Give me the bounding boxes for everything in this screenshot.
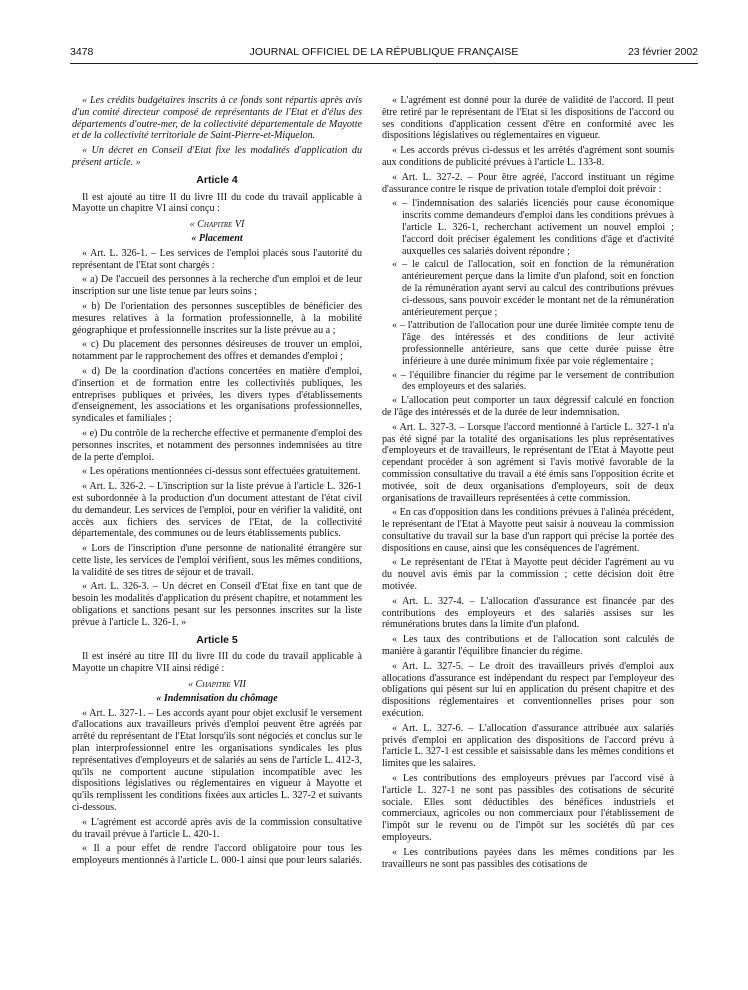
- list-item: « – l'attribution de l'allocation pour une durée limitée compte tenu de l'âge des intéressés et des conditions de leur activité professionnelle antérieure, sans que cette durée puisse être inférieure à une durée minimum fixée par voie réglementaire ;: [392, 320, 674, 367]
- paragraph: « L'agrément est accordé après avis de la commission consultative du travail prévue à l'article L. 420-1.: [72, 816, 362, 840]
- paragraph: « Les contributions des employeurs prévues par l'accord visé à l'article L. 327-1 ne sont pas passibles des cotisations de sécurité sociale. Elles sont déductibles des bénéfices industriels et commerciaux, agricoles ou non commerciaux pour l'établissement de l'impôt sur le revenu ou de l'impôt sur les sociétés dû par ces employeurs.: [382, 773, 674, 844]
- article-heading: Article 5: [196, 633, 238, 646]
- paragraph: « e) Du contrôle de la recherche effective et permanente d'emploi des personnes inscrites, et notamment des personnes indemnisées au titre de la perte d'emploi.: [72, 427, 362, 463]
- chapter-heading: « Chapitre VI: [189, 219, 245, 231]
- paragraph: « Art. L. 327-2. – Pour être agréé, l'accord instituant un régime d'assurance contre le risque de privation totale d'emploi doit prévoir :: [382, 171, 674, 195]
- paragraph: « d) De la coordination d'actions concertées en matière d'emploi, d'insertion et de formation entre les collectivités publiques, les entreprises publiques et privées, les divers types d'établissements d'enseignement, les associations et les organisations professionnelles, syndicales et familiales ;: [72, 365, 362, 425]
- publication-date: 23 février 2002: [627, 46, 698, 58]
- journal-title: JOURNAL OFFICIEL DE LA RÉPUBLIQUE FRANÇAISE: [249, 46, 519, 58]
- paragraph: « Art. L. 327-3. – Lorsque l'accord mentionné à l'article L. 327-1 n'a pas été signé par la totalité des organisations les plus représentatives d'employeurs et de travailleurs, le représentant de l'Etat à Mayotte peut cependant procéder à son agrément si l'avis motivé favorable de la commission consultative du travail a été émis sans l'opposition écrite et motivée, soit de deux organisations d'employeurs, soit de deux organisations de travailleurs représentées à cette commission.: [382, 421, 674, 504]
- paragraph: « Les contributions payées dans les mêmes conditions par les travailleurs ne sont pas passibles des cotisations de: [382, 846, 674, 870]
- paragraph: « Les taux des contributions et de l'allocation sont calculés de manière à garantir l'équilibre financier du régime.: [382, 634, 674, 658]
- list-item: « – l'indemnisation des salariés licenciés pour cause économique inscrits comme demandeurs d'emploi dans les conditions prévues à l'article L. 326-1, recherchant activement un nouvel emploi ; l'accord doit préciser également les conditions d'âge et d'activité auxquelles ces salariés doivent répondre ;: [392, 198, 674, 257]
- page-header: [70, 46, 698, 62]
- paragraph: « Un décret en Conseil d'Etat fixe les modalités d'application du présent article. »: [72, 145, 362, 168]
- paragraph: « Art. L. 326-1. – Les services de l'emploi placés sous l'autorité du représentant de l'Etat sont chargés :: [72, 247, 362, 271]
- paragraph: Il est ajouté au titre II du livre III du code du travail applicable à Mayotte un chapitre VI ainsi conçu :: [72, 191, 362, 215]
- chapter-heading: « Chapitre VII: [187, 679, 247, 691]
- paragraph: « Les accords prévus ci-dessus et les arrêtés d'agrément sont soumis aux conditions de publicité prévues à l'article L. 133-8.: [382, 145, 674, 168]
- paragraph: « Art. L. 326-2. – L'inscription sur la liste prévue à l'article L. 326-1 est subordonnée à la production d'un document attestant de l'état civil du demandeur. Les services de l'emploi, pour en vérifier la validité, ont accès aux fichiers des services de l'Etat, de la collectivité départementale, des communes ou de leurs établissements publics.: [72, 481, 362, 540]
- paragraph: « Art. L. 327-6. – L'allocation d'assurance attribuée aux salariés privés d'emploi en application des dispositions de l'accord prévu à l'article L. 327-1 est cessible et saisissable dans les mêmes conditions et limites que les salaires.: [382, 722, 674, 770]
- paragraph: « Art. L. 327-5. – Le droit des travailleurs privés d'emploi aux allocations d'assurance est indépendant du respect par l'employeur des obligations qui pèsent sur lui en application du présent chapitre et des dispositions réglementaires et conventionnelles prises pour son exécution.: [382, 660, 674, 720]
- header-rule: [70, 63, 698, 64]
- left-column: [72, 95, 362, 870]
- paragraph: « Art. L. 327-1. – Les accords ayant pour objet exclusif le versement d'allocations aux travailleurs privés d'emploi peuvent être agréés par arrêté du représentant de l'Etat lorsqu'ils sont négociés et conclus sur le plan interprofessionnel entre les organisations syndicales les plus représentatives d'employeurs et de salariés au sens de l'article L. 412-3, qu'ils ne comportent aucune stipulation incompatible avec les dispositions législatives ou réglementaires en vigueur à Mayotte et qu'ils remplissent les conditions fixées aux articles L. 327-2 et suivants ci-dessous.: [72, 707, 362, 814]
- list-item: « – le calcul de l'allocation, soit en fonction de la rémunération antérieurement perçue dans la limite d'un plafond, soit en fonction de la rémunération ayant servi au calcul des contributions prévues ci-dessous, sans pouvoir excéder le montant net de la rémunération antérieurement perçue ;: [392, 259, 674, 318]
- paragraph: « Art. L. 327-4. – L'allocation d'assurance est financée par des contributions des employeurs et des salariés assises sur les rémunérations brutes dans la limite d'un plafond.: [382, 595, 674, 631]
- chapter-subtitle: « Placement: [191, 232, 243, 244]
- paragraph: « L'agrément est donné pour la durée de validité de l'accord. Il peut être retiré par le représentant de l'Etat si les dispositions de l'accord ou ses conditions d'application cessent d'être en conformité avec les dispositions législatives ou réglementaires en vigueur.: [382, 95, 674, 142]
- paragraph: « Le représentant de l'Etat à Mayotte peut décider l'agrément au vu du nouvel avis émis par la commission ; cette décision doit être motivée.: [382, 557, 674, 593]
- paragraph: « Les crédits budgétaires inscrits à ce fonds sont répartis après avis d'un comité directeur composé de représentants de l'Etat et d'élus des départements d'outre-mer, de la collectivité départementale de Mayotte et de la collectivité territoriale de Saint-Pierre-et-Miquelon.: [72, 95, 362, 142]
- paragraph: « Art. L. 326-3. – Un décret en Conseil d'Etat fixe en tant que de besoin les modalités d'application du présent chapitre, et notamment les obligations et sanctions pesant sur les personnes inscrites sur la liste prévue à l'article L. 326-1. »: [72, 581, 362, 628]
- paragraph: « Les opérations mentionnées ci-dessus sont effectuées gratuitement.: [82, 466, 361, 478]
- list-item: « – l'équilibre financier du régime par le versement de contribution des employeurs et des salariés.: [392, 369, 674, 393]
- right-column: [382, 95, 674, 873]
- paragraph: « En cas d'opposition dans les conditions prévues à l'alinéa précédent, le représentant de l'Etat à Mayotte peut saisir à nouveau la commission consultative du travail sur la base d'un rapport qui précise la portée des dispositions en cause, ainsi que les conséquences de l'agrément.: [382, 507, 674, 554]
- paragraph: « c) Du placement des personnes désireuses de trouver un emploi, notamment par le rapprochement des offres et demandes d'emploi ;: [72, 339, 362, 363]
- paragraph: « L'allocation peut comporter un taux dégressif calculé en fonction de l'âge des intéressés et de la durée de leur indemnisation.: [382, 395, 674, 418]
- paragraph: Il est inséré au titre III du livre III du code du travail applicable à Mayotte un chapitre VII ainsi rédigé :: [72, 651, 362, 675]
- chapter-subtitle: « Indemnisation du chômage: [156, 692, 278, 704]
- paragraph: « Lors de l'inscription d'une personne de nationalité étrangère sur cette liste, les services de l'emploi vérifient, sous les mêmes conditions, la validité de ses titres de séjour et de travail.: [72, 543, 362, 578]
- article-heading: Article 4: [196, 173, 238, 186]
- paragraph: « a) De l'accueil des personnes à la recherche d'un emploi et de leur inscription sur une liste tenue par leurs soins ;: [72, 274, 362, 298]
- paragraph: « b) De l'orientation des personnes susceptibles de bénéficier des mesures relatives à la formation professionnelle, à la mobilité géographique et professionnelle inscrites sur la liste prévue au a ;: [72, 300, 362, 336]
- paragraph: « Il a pour effet de rendre l'accord obligatoire pour tous les employeurs mentionnés à l'article L. 000-1 ainsi que pour leurs salariés.: [72, 843, 362, 867]
- page-number: 3478: [70, 46, 94, 58]
